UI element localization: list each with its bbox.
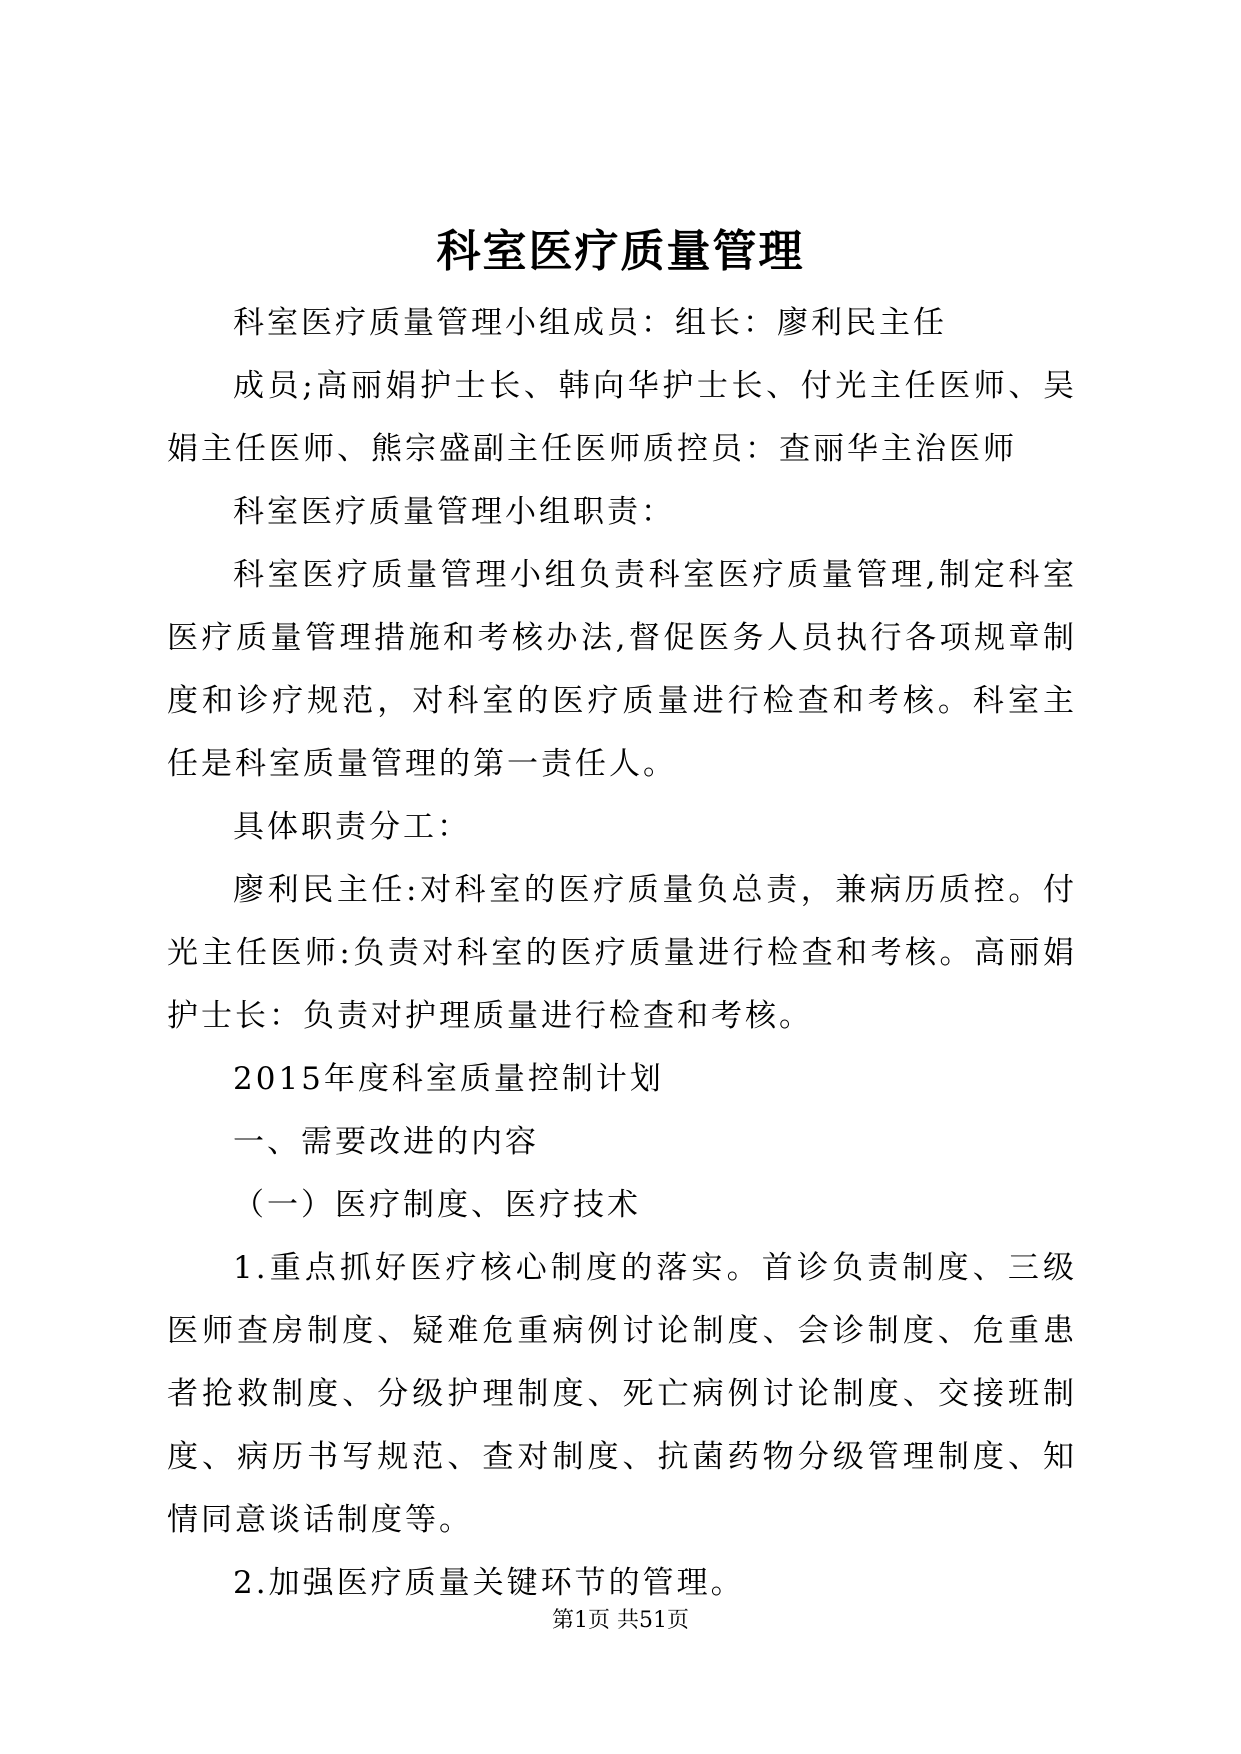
document-title: 科室医疗质量管理 — [436, 226, 805, 277]
document-body — [167, 292, 1077, 1615]
paragraph: 一、需要改进的内容 — [233, 1124, 539, 1160]
paragraph: 科室医疗质量管理小组成员：组长：廖利民主任 — [233, 305, 947, 341]
paragraph: 科室医疗质量管理小组职责： — [233, 494, 675, 530]
paragraph: （一）医疗制度、医疗技术 — [233, 1187, 641, 1223]
paragraph: 具体职责分工： — [233, 809, 471, 845]
paragraph: 2.加强医疗质量关键环节的管理。 — [233, 1565, 745, 1601]
paragraph: 2015年度科室质量控制计划 — [233, 1061, 664, 1097]
paragraph: 科室医疗质量管理小组负责科室医疗质量管理,制定科室医疗质量管理措施和考核办法,督促医务人员执行各项规章制度和诊疗规范，对科室的医疗质量进行检查和考核。科室主任是科室质量管理的第一责任人。 — [167, 557, 1077, 782]
paragraph: 1.重点抓好医疗核心制度的落实。首诊负责制度、三级医师查房制度、疑难危重病例讨论制度、会诊制度、危重患者抢救制度、分级护理制度、死亡病例讨论制度、交接班制度、病历书写规范、查对制度、抗菌药物分级管理制度、知情同意谈话制度等。 — [167, 1250, 1077, 1538]
page-footer: 第1页 共51页 — [552, 1608, 689, 1633]
paragraph: 成员;高丽娟护士长、韩向华护士长、付光主任医师、吴娟主任医师、熊宗盛副主任医师质控员：查丽华主治医师 — [167, 368, 1077, 467]
paragraph: 廖利民主任:对科室的医疗质量负总责，兼病历质控。付光主任医师:负责对科室的医疗质量进行检查和考核。高丽娟护士长：负责对护理质量进行检查和考核。 — [167, 872, 1077, 1034]
